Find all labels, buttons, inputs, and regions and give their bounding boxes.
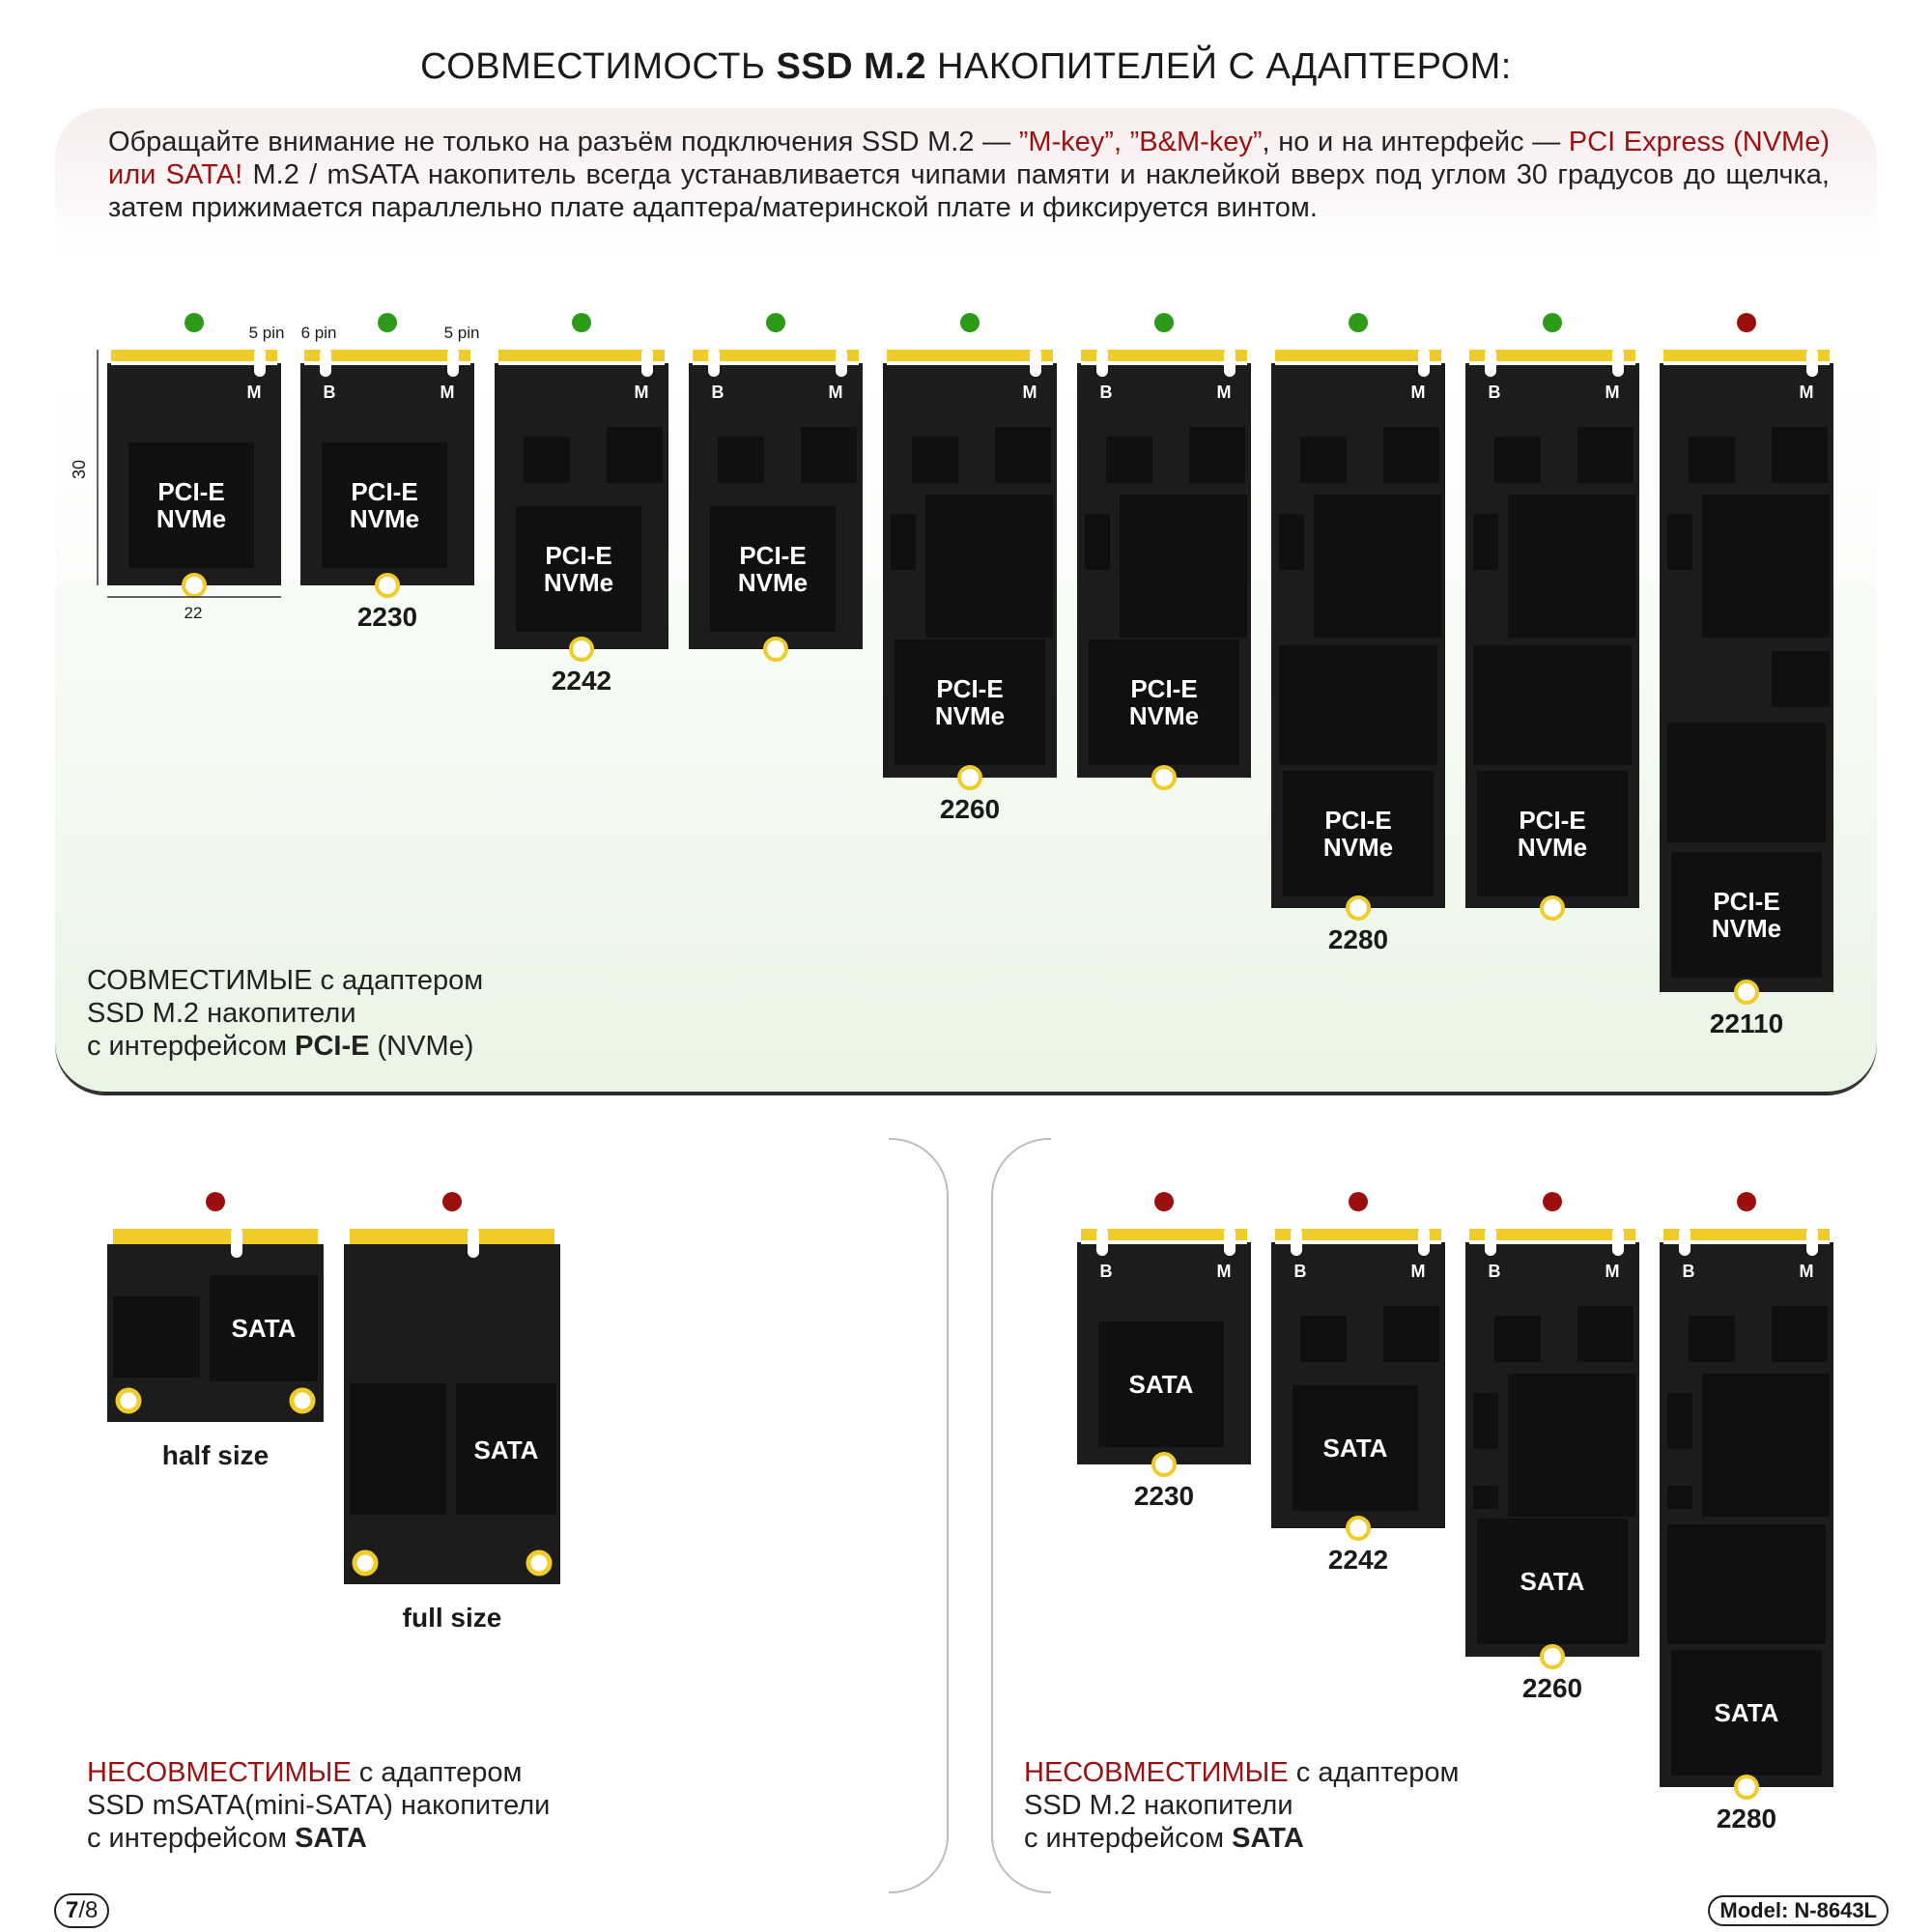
sata-status-dot-0 [1154, 1192, 1174, 1211]
nvme-label-1-1: NVMe [349, 504, 420, 533]
page-title: СОВМЕСТИМОСТЬ SSD M.2 НАКОПИТЕЛЕЙ С АДАПТЕРОМ: [420, 46, 1512, 87]
nvme-chip-6-1 [1383, 427, 1439, 483]
sata-chip-2-3 [1508, 1374, 1635, 1517]
sata-notch-m-2 [1612, 1227, 1624, 1256]
sata-size-2: 2260 [1521, 1673, 1583, 1703]
nvme-notch-m-0 [254, 348, 266, 377]
nvme-label-6-1: NVMe [1322, 833, 1394, 862]
nvme-chip-6-3 [1314, 495, 1441, 638]
model-badge: Model: N-8643L [1708, 1895, 1889, 1926]
nvme-key-m-3: M [828, 383, 843, 402]
nvme-notch-m-2 [641, 348, 653, 377]
sata-label-3-0: SATA [1714, 1698, 1779, 1727]
nvme-label-6-0: PCI-E [1324, 806, 1392, 835]
nvme-notch-m-1 [447, 348, 459, 377]
nvme-status-dot-1 [378, 313, 397, 332]
msata-notch-0 [231, 1227, 242, 1258]
msata-screw-0-a [118, 1390, 139, 1411]
nvme-chip-8-2 [1667, 514, 1692, 570]
nvme-chip-6-2 [1279, 514, 1304, 570]
nvme-status-dot-4 [960, 313, 980, 332]
nvme-key-m-6: M [1410, 383, 1426, 402]
sata-chip-3-4 [1667, 1524, 1826, 1644]
nvme-key-m-4: M [1022, 383, 1037, 402]
nvme-status-dot-3 [766, 313, 785, 332]
sata-notch-m-0 [1224, 1227, 1236, 1256]
sata-chip-3-5 [1667, 1486, 1692, 1509]
msata-size-1: full size [402, 1603, 502, 1633]
sata-chip-3-1 [1772, 1306, 1828, 1362]
msata-size-0: half size [161, 1440, 270, 1470]
sata-notch-b-2 [1485, 1227, 1496, 1256]
caption-sata: НЕСОВМЕСТИМЫЕ с адаптером SSD M.2 накопители с интерфейсом SATA [1024, 1757, 1460, 1854]
sata-size-1: 2242 [1327, 1545, 1389, 1575]
sata-key-m-3: M [1799, 1262, 1814, 1281]
nvme-chip-7-0 [1494, 437, 1541, 483]
sata-status-dot-2 [1543, 1192, 1562, 1211]
nvme-label-4-1: NVMe [934, 701, 1006, 730]
nvme-notch-m-5 [1224, 348, 1236, 377]
msata-status-dot-0 [206, 1192, 225, 1211]
nvme-label-1-0: PCI-E [351, 477, 418, 506]
nvme-chip-4-2 [891, 514, 916, 570]
dim-pin-6: 6 pin [300, 324, 337, 342]
nvme-key-m-2: M [634, 383, 649, 402]
nvme-label-3-0: PCI-E [739, 541, 807, 570]
nvme-notch-b-3 [708, 348, 720, 377]
nvme-label-7-0: PCI-E [1519, 806, 1586, 835]
nvme-key-b-7: B [1488, 383, 1501, 402]
nvme-status-dot-7 [1543, 313, 1562, 332]
nvme-chip-4-1 [995, 427, 1051, 483]
nvme-notch-b-7 [1485, 348, 1496, 377]
nvme-chip-6-0 [1300, 437, 1347, 483]
nvme-key-b-5: B [1099, 383, 1113, 402]
nvme-label-2-0: PCI-E [545, 541, 612, 570]
nvme-label-5-0: PCI-E [1130, 674, 1198, 703]
nvme-chip-8-1 [1772, 427, 1828, 483]
nvme-status-dot-8 [1737, 313, 1756, 332]
nvme-notch-b-5 [1096, 348, 1108, 377]
msata-chip-0-0 [113, 1296, 200, 1378]
nvme-status-dot-2 [572, 313, 591, 332]
nvme-chip-8-3 [1702, 495, 1830, 638]
nvme-notch-m-4 [1030, 348, 1041, 377]
caption-msata: НЕСОВМЕСТИМЫЕ с адаптером SSD mSATA(mini-SATA) накопители с интерфейсом SATA [87, 1757, 551, 1854]
nvme-chip-7-4 [1473, 645, 1632, 765]
sata-chip-3-0 [1689, 1316, 1735, 1362]
nvme-notch-m-6 [1418, 348, 1430, 377]
page-number: 7/8 [54, 1893, 109, 1928]
nvme-status-dot-5 [1154, 313, 1174, 332]
nvme-label-0-1: NVMe [156, 504, 227, 533]
nvme-chip-8-4 [1772, 651, 1830, 707]
nvme-chip-8-5 [1667, 723, 1826, 842]
msata-status-dot-1 [442, 1192, 462, 1211]
sata-chip-2-0 [1494, 1316, 1541, 1362]
sata-chip-2-1 [1577, 1306, 1634, 1362]
nvme-chip-7-3 [1508, 495, 1635, 638]
sata-notch-b-3 [1679, 1227, 1690, 1256]
nvme-chip-6-4 [1279, 645, 1437, 765]
nvme-chip-8-0 [1689, 437, 1735, 483]
sata-chip-2-4 [1473, 1486, 1498, 1509]
nvme-card-3 [689, 313, 863, 663]
nvme-key-b-1: B [323, 383, 336, 402]
nvme-key-m-7: M [1605, 383, 1620, 402]
nvme-chip-4-0 [912, 437, 958, 483]
nvme-label-8-0: PCI-E [1713, 887, 1780, 916]
msata-card-0 [107, 1192, 324, 1422]
sata-key-b-3: B [1682, 1262, 1695, 1281]
sata-label-0-0: SATA [1128, 1370, 1194, 1399]
nvme-label-2-1: NVMe [543, 568, 614, 597]
nvme-label-7-1: NVMe [1517, 833, 1588, 862]
msata-chip-1-0 [350, 1383, 446, 1515]
nvme-notch-m-3 [836, 348, 847, 377]
sata-size-0: 2230 [1133, 1481, 1195, 1511]
dim-height-label: 30 [70, 459, 89, 480]
sata-key-b-0: B [1099, 1262, 1113, 1281]
sata-card-0 [1077, 1192, 1251, 1478]
sata-status-dot-1 [1349, 1192, 1368, 1211]
nvme-notch-m-8 [1806, 348, 1818, 377]
sata-chip-1-1 [1383, 1306, 1439, 1362]
sata-notch-b-0 [1096, 1227, 1108, 1256]
nvme-label-4-0: PCI-E [936, 674, 1004, 703]
sata-size-3: 2280 [1716, 1804, 1777, 1833]
nvme-chip-4-3 [925, 495, 1053, 638]
dim-width-label: 22 [184, 604, 203, 622]
nvme-chip-3-0 [718, 437, 764, 483]
nvme-card-2 [495, 313, 668, 663]
nvme-key-m-5: M [1216, 383, 1232, 402]
sata-key-m-2: M [1605, 1262, 1620, 1281]
sata-chip-3-3 [1702, 1374, 1830, 1517]
sata-key-b-1: B [1293, 1262, 1307, 1281]
nvme-chip-7-1 [1577, 427, 1634, 483]
nvme-size-1: 2230 [356, 602, 418, 632]
sata-key-b-2: B [1488, 1262, 1501, 1281]
msata-notch-1 [468, 1227, 479, 1258]
nvme-size-8: 22110 [1709, 1009, 1784, 1038]
nvme-card-0 [107, 313, 281, 599]
nvme-label-0-0: PCI-E [157, 477, 225, 506]
msata-screw-1-a [355, 1552, 376, 1574]
sata-key-m-1: M [1410, 1262, 1426, 1281]
sata-chip-2-2 [1473, 1393, 1498, 1449]
nvme-size-2: 2242 [551, 666, 612, 696]
nvme-notch-m-7 [1612, 348, 1624, 377]
sata-notch-m-1 [1418, 1227, 1430, 1256]
nvme-chip-5-1 [1189, 427, 1245, 483]
nvme-chip-5-2 [1085, 514, 1110, 570]
sata-chip-1-0 [1300, 1316, 1347, 1362]
nvme-status-dot-6 [1349, 313, 1368, 332]
nvme-chip-2-1 [607, 427, 663, 483]
dim-pin-5-right: 5 pin [443, 324, 480, 342]
nvme-key-m-8: M [1799, 383, 1814, 402]
sata-notch-m-3 [1806, 1227, 1818, 1256]
nvme-chip-7-2 [1473, 514, 1498, 570]
nvme-chip-5-0 [1106, 437, 1152, 483]
nvme-chip-3-1 [801, 427, 857, 483]
nvme-size-6: 2280 [1327, 924, 1389, 954]
msata-label-1: SATA [473, 1435, 539, 1464]
nvme-key-m-0: M [246, 383, 262, 402]
sata-card-1 [1271, 1192, 1445, 1542]
notice-text: Обращайте внимание не только на разъём подключения SSD M.2 — ”M-key”, ”B&M-key”, но и на интерфейс — PCI Express (NVMe) или SATA! M.2 / mSATA накопитель всегда устанавливается чипами памяти и наклейкой вверх под углом 30 градусов до щелчка, затем прижимается параллельно плате адаптера/материнской плате и фиксируется винтом. [108, 127, 1830, 223]
nvme-chip-5-3 [1120, 495, 1247, 638]
nvme-label-3-1: NVMe [737, 568, 809, 597]
msata-screw-1-b [528, 1552, 550, 1574]
sata-notch-b-1 [1291, 1227, 1302, 1256]
nvme-chip-2-0 [524, 437, 570, 483]
nvme-notch-b-1 [320, 348, 331, 377]
nvme-key-m-1: M [440, 383, 455, 402]
msata-screw-0-b [292, 1390, 313, 1411]
nvme-status-dot-0 [185, 313, 204, 332]
sata-key-m-0: M [1216, 1262, 1232, 1281]
caption-compatible: СОВМЕСТИМЫЕ с адаптером SSD M.2 накопители с интерфейсом PCI-E (NVMe) [87, 965, 484, 1062]
sata-status-dot-3 [1737, 1192, 1756, 1211]
msata-card-1 [344, 1192, 560, 1584]
sata-label-2-0: SATA [1520, 1567, 1585, 1596]
sata-chip-3-2 [1667, 1393, 1692, 1449]
nvme-label-5-1: NVMe [1128, 701, 1200, 730]
nvme-size-4: 2260 [939, 794, 1001, 824]
nvme-label-8-1: NVMe [1711, 914, 1782, 943]
nvme-card-1 [300, 313, 474, 599]
nvme-key-b-3: B [711, 383, 724, 402]
msata-label-0: SATA [231, 1314, 297, 1343]
dim-pin-5-left: 5 pin [248, 324, 285, 342]
sata-label-1-0: SATA [1322, 1434, 1388, 1463]
